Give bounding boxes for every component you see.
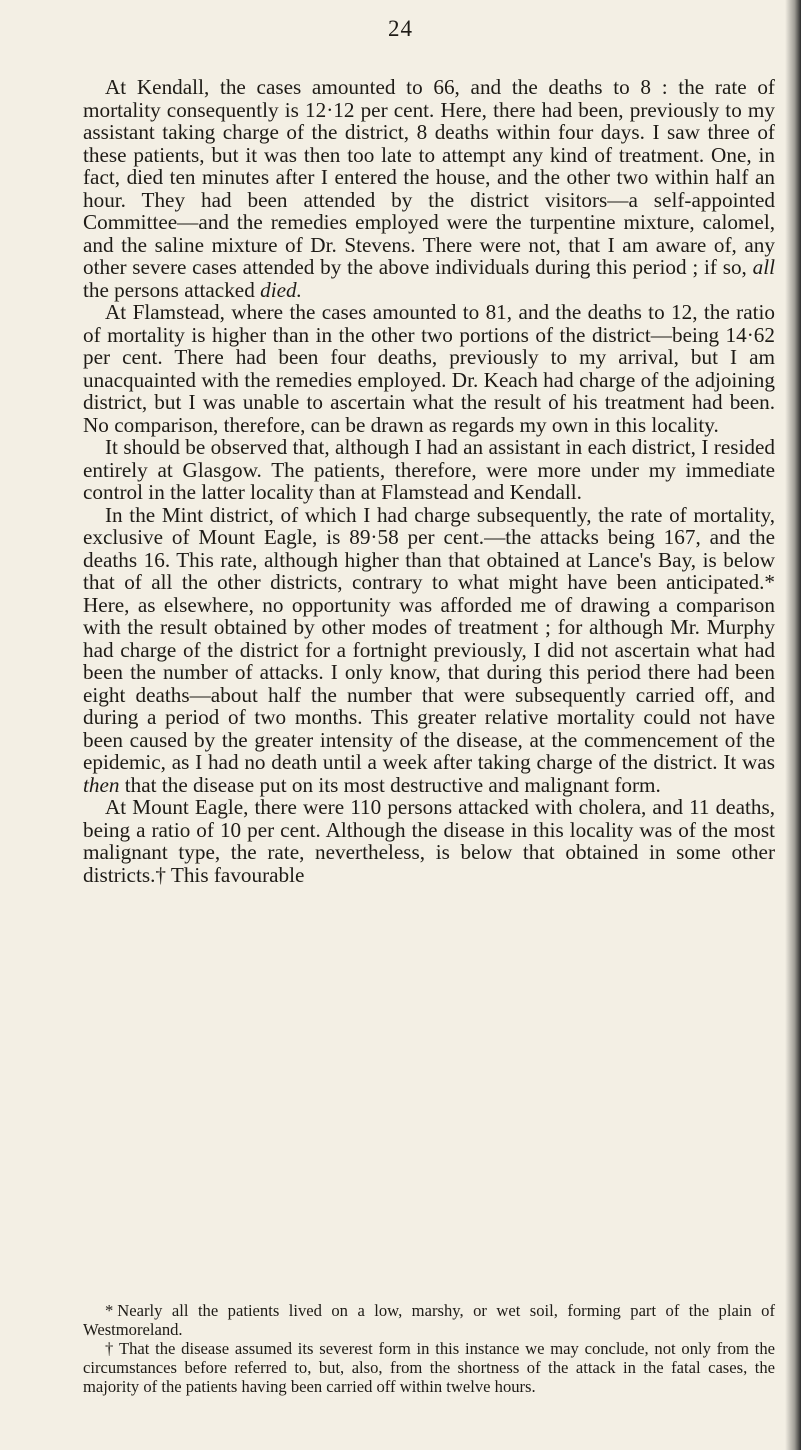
- footnotes: [83, 1301, 775, 1396]
- paragraph-mint-text: In the Mint district, of which I had charge subsequently, the rate of mortality, exclusive of Mount Eagle, is 89·58 per cent.—the attacks being 167, and the deaths 16. This rate, although higher than that obtained at Lance's Bay, is below that of all the other districts, contrary to what might have been anticipated.* Here, as elsewhere, no opportunity was afforded me of drawing a comparison with the result obtained by other modes of treatment ; for although Mr. Murphy had charge of the district for a fortnight previously, I did not ascertain what had been the number of attacks. I only know, that during this period there had been eight deaths—about half the number that were subsequently carried off, and during a period of two months. This greater relative mortality could not have been caused by the greater intensity of the disease, at the commencement of the epidemic, as I had no death until a week after taking charge of the district. It was: [83, 502, 775, 774]
- footnote-dagger: [83, 1339, 775, 1396]
- footnote-dagger-text: That the disease assumed its severest form in this instance we may conclude, not only from the circumstances before referred to, but, also, from the shortness of the attack in the fatal cases, the majority of the patients having been carried off within twelve hours.: [83, 1339, 775, 1396]
- paragraph-mint-district: [83, 504, 775, 797]
- paragraph-kendall: [83, 76, 775, 301]
- paragraph-kendall-text: At Kendall, the cases amounted to 66, and the deaths to 8 : the rate of mortality consequently is 12·12 per cent. Here, there had been, previously to my assistant taking charge of the district, 8 deaths within four days. I saw three of these patients, but it was then too late to attempt any kind of treatment. One, in fact, died ten minutes after I entered the house, and the other two within half an hour. They had been attended by the district visitors—a self-appointed Committee—and the remedies employed were the turpentine mixture, calomel, and the saline mixture of Dr. Stevens. There were not, that I am aware of, any other severe cases attended by the above individuals during this period ; if so,: [83, 75, 775, 279]
- footnote-star-text: Nearly all the patients lived on a low, marshy, or wet soil, forming part of the plain of Westmoreland.: [83, 1301, 775, 1339]
- page-number: 24: [388, 16, 413, 41]
- footnote-dagger-mark: †: [105, 1339, 115, 1358]
- body-text: [83, 76, 775, 886]
- page-edge-shadow: [785, 0, 801, 1450]
- footnote-star-mark: *: [105, 1301, 114, 1320]
- emphasis-then: then: [83, 772, 120, 797]
- emphasis-all: all: [752, 255, 775, 279]
- paragraph-mint-text-cont: that the disease put on its most destructive and malignant form.: [119, 772, 661, 797]
- paragraph-flamstead: At Flamstead, where the cases amounted to 81, and the deaths to 12, the ratio of mortality is higher than in the other two portions of the district—being 14·62 per cent. There had been four deaths, previously to my arrival, but I am unacquainted with the remedies employed. Dr. Keach had charge of the adjoining district, but I was unable to ascertain what the result of his treatment had been. No comparison, therefore, can be drawn as regards my own in this locality.: [83, 300, 775, 437]
- emphasis-died: died.: [260, 277, 302, 302]
- paragraph-glasgow: It should be observed that, although I had an assistant in each district, I resided entirely at Glasgow. The patients, therefore, were more under my immediate control in the latter locality than at Flamstead and Kendall.: [83, 435, 775, 504]
- paragraph-mount-eagle: At Mount Eagle, there were 110 persons attacked with cholera, and 11 deaths, being a ratio of 10 per cent. Although the disease in this locality was of the most malignant type, the rate, nevertheless, is below that obtained in some other districts.† This favourable: [83, 795, 775, 887]
- footnote-star: [83, 1301, 775, 1339]
- paragraph-kendall-text-cont: the persons attacked: [83, 277, 261, 302]
